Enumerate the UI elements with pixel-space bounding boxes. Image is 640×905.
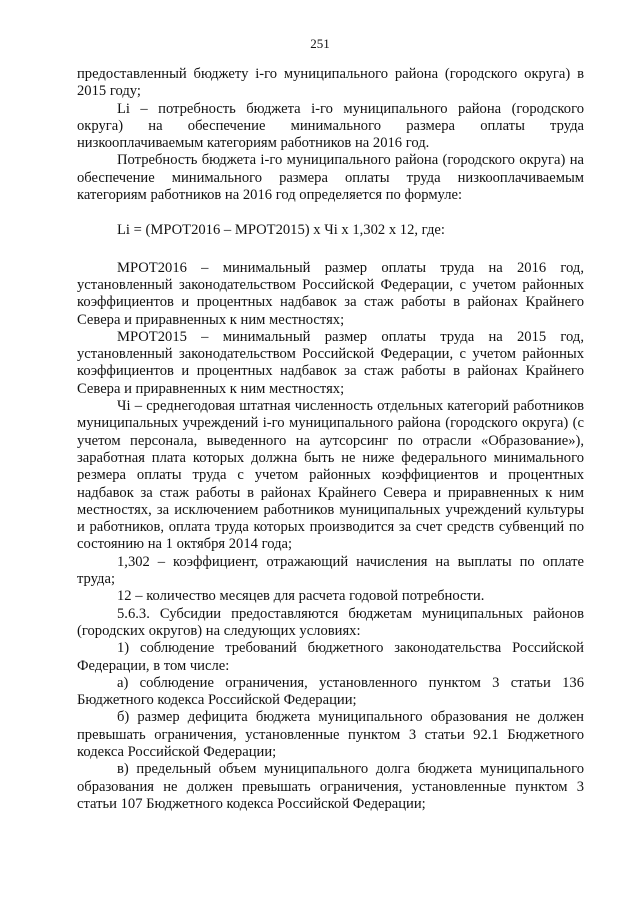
paragraph-5-6-3: 5.6.3. Субсидии предоставляются бюджетам муниципальных районов (городских округов) на следующих условиях: [77,605,584,639]
paragraph-chi: Чi – среднегодовая штатная численность отдельных категорий работников муниципальных учреждений i-го муниципального района (городского округа) (с учетом персонала, выведенного на аутсорсинг по отрасли «Образование»), заработная плата которых должна быть не ниже федерального минимального резмера оплаты труда с учетом районных коэффициентов и процентных надбавок за стаж работы в районах Крайнего Севера и приравненных к ним местностях, за исключением работников муниципальных учреждений культуры и работников, оплата труда которых производится за счет средств субвенций по состоянию на 1 октября 2014 года; [77,398,584,553]
paragraph-continuation: предоставленный бюджету i-го муниципального района (городского округа) в 2015 году; [77,66,584,100]
paragraph-need-intro: Потребность бюджета i-го муниципального района (городского округа) на обеспечение минимального размера оплаты труда низкооплачиваемым категориям работников на 2016 год определяется по формуле: [77,152,584,204]
paragraph-condition-a: а) соблюдение ограничения, установленного пунктом 3 статьи 136 Бюджетного кодекса Российской Федерации; [77,674,584,709]
formula: Li = (МРОТ2016 – МРОТ2015) х Чi х 1,302 х 12, где: [117,222,445,239]
paragraph-mrot2015: МРОТ2015 – минимальный размер оплаты труда на 2015 год, установленный законодательством Российской Федерации, с учетом районных коэффициентов и процентных надбавок за стаж работы в районах Крайнего Севера и приравненных к ним местностях; [77,328,584,397]
document-body [77,66,584,813]
page-number: 251 [310,36,330,51]
paragraph-months: 12 – количество месяцев для расчета годовой потребности. [117,588,485,605]
paragraph-mrot2016: МРОТ2016 – минимальный размер оплаты труда на 2016 год, установленный законодательством Российской Федерации, с учетом районных коэффициентов и процентных надбавок за стаж работы в районах Крайнего Севера и приравненных к ним местностях; [77,259,584,328]
paragraph-coefficient: 1,302 – коэффициент, отражающий начисления на выплаты по оплате труда; [77,553,584,588]
paragraph-condition-1: 1) соблюдение требований бюджетного законодательства Российской Федерации, в том числе: [77,640,584,674]
paragraph-li-definition: Li – потребность бюджета i-го муниципального района (городского округа) на обеспечение минимального размера оплаты труда низкооплачиваемым категориям работников на 2016 год. [77,100,584,152]
paragraph-condition-b: б) размер дефицита бюджета муниципального образования не должен превышать ограничения, установленные пунктом 3 статьи 92.1 Бюджетного кодекса Российской Федерации; [77,709,584,760]
paragraph-condition-v: в) предельный объем муниципального долга бюджета муниципального образования не должен превышать ограничения, установленные пунктом 3 статьи 107 Бюджетного кодекса Российской Федерации; [77,761,584,812]
